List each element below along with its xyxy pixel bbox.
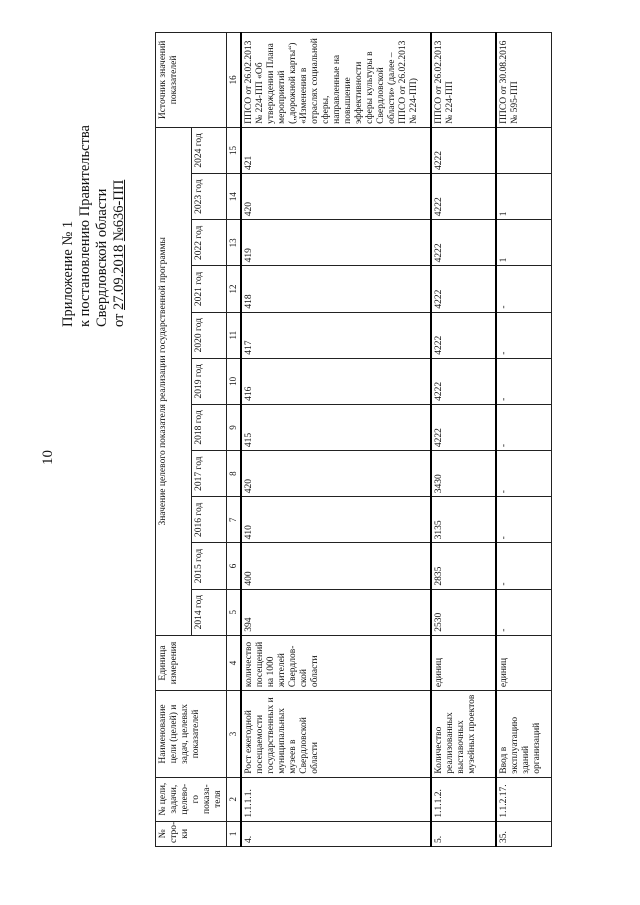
col-number: 2	[227, 777, 242, 821]
col-number: 7	[227, 497, 242, 543]
year-2014: 2014 год	[191, 589, 227, 635]
value-2016: 3135	[431, 497, 496, 543]
year-2023: 2023 год	[191, 174, 227, 220]
col-goal-no: № цели, задачи, целево-го показа-теля	[156, 777, 227, 821]
value-2024: 421	[241, 127, 431, 173]
header-row	[156, 33, 192, 847]
year-2017: 2017 год	[191, 451, 227, 497]
appendix-date-line	[111, 125, 128, 327]
col-number: 11	[227, 312, 242, 358]
appendix-line-2: к постановлению Правительства	[77, 125, 93, 327]
year-2020: 2020 год	[191, 312, 227, 358]
value-2014: 2530	[431, 589, 496, 635]
value-2023: 420	[241, 174, 431, 220]
col-number: 4	[227, 635, 242, 690]
value-2021: -	[496, 266, 551, 312]
year-2022: 2022 год	[191, 220, 227, 266]
value-2024: 4222	[431, 127, 496, 173]
value-2015: 400	[241, 543, 431, 589]
row-no: 35.	[496, 821, 551, 846]
source: ППСО от 26.02.2013 № 224-ПП	[431, 33, 496, 128]
unit: единиц	[496, 635, 551, 690]
value-2022: 419	[241, 220, 431, 266]
value-2014: 394	[241, 589, 431, 635]
decree-number: №636-ПП	[111, 179, 127, 242]
value-2017: 3430	[431, 451, 496, 497]
year-2015: 2015 год	[191, 543, 227, 589]
source: ППСО от 30.08.2016 № 595-ПП	[496, 33, 551, 128]
value-2021: 418	[241, 266, 431, 312]
value-2023: 4222	[431, 174, 496, 220]
indicators-table	[155, 32, 552, 847]
table-row	[241, 33, 431, 847]
col-number: 5	[227, 589, 242, 635]
col-row-no: № стро-ки	[156, 821, 227, 846]
value-2016: -	[496, 497, 551, 543]
value-2019: 416	[241, 358, 431, 404]
source: ППСО от 26.02.2013 № 224-ПП «Об утверждении Плана мероприятий („дорожной карты“) «Изменения в отраслях социальной сферы, направленные на повышение эффективности сферы культуры в Свердловской области» (далее – ППСО от 26.02.2013 № 224-ПП)	[241, 33, 431, 128]
year-2016: 2016 год	[191, 497, 227, 543]
col-number: 6	[227, 543, 242, 589]
col-number: 10	[227, 358, 242, 404]
value-2019: -	[496, 358, 551, 404]
value-2016: 410	[241, 497, 431, 543]
value-2018: 415	[241, 404, 431, 450]
value-2015: 2835	[431, 543, 496, 589]
col-number: 13	[227, 220, 242, 266]
value-2017: -	[496, 451, 551, 497]
col-source: Источник значений показателей	[156, 33, 227, 128]
value-2021: 4222	[431, 266, 496, 312]
year-2024: 2024 год	[191, 127, 227, 173]
value-2014: -	[496, 589, 551, 635]
value-2022: 4222	[431, 220, 496, 266]
year-2019: 2019 год	[191, 358, 227, 404]
col-number: 14	[227, 174, 242, 220]
row-no: 5.	[431, 821, 496, 846]
value-2015: -	[496, 543, 551, 589]
appendix-header	[60, 125, 128, 327]
unit: количество посещений на 1000 жителей Свердлов-ской области	[241, 635, 431, 690]
col-number: 9	[227, 404, 242, 450]
table-row	[431, 33, 496, 847]
year-2021: 2021 год	[191, 266, 227, 312]
year-2018: 2018 год	[191, 404, 227, 450]
indicator-name: Количество реализованных выставочных музейных проектов	[431, 691, 496, 778]
page-number: 10	[40, 450, 56, 465]
unit: единиц	[431, 635, 496, 690]
row-no: 4.	[241, 821, 431, 846]
value-2018: 4222	[431, 404, 496, 450]
appendix-title: Приложение № 1	[60, 220, 76, 327]
value-2022: 1	[496, 220, 551, 266]
col-number: 16	[227, 33, 242, 128]
table-row	[496, 33, 551, 847]
col-name: Наименование цели (целей) и задач, целевых показателей	[156, 691, 227, 778]
col-number: 12	[227, 266, 242, 312]
value-2020: 417	[241, 312, 431, 358]
goal-no: 1.1.2.17.	[496, 777, 551, 821]
value-2024	[496, 127, 551, 173]
value-2019: 4222	[431, 358, 496, 404]
goal-no: 1.1.1.2.	[431, 777, 496, 821]
value-2020: 4222	[431, 312, 496, 358]
decree-date: 27.09.2018	[111, 244, 127, 310]
value-2023: 1	[496, 174, 551, 220]
value-2018: -	[496, 404, 551, 450]
col-unit: Единица измерения	[156, 635, 227, 690]
appendix-line-3: Свердловской области	[94, 188, 110, 327]
col-number: 3	[227, 691, 242, 778]
date-prefix: от	[111, 313, 127, 327]
indicator-name: Рост ежегодной посещаемости государственных и муниципальных музеев в Свердловской области	[241, 691, 431, 778]
col-number: 1	[227, 821, 242, 846]
col-number: 8	[227, 451, 242, 497]
value-2017: 420	[241, 451, 431, 497]
value-2020: -	[496, 312, 551, 358]
column-numbers-row	[227, 33, 242, 847]
goal-no: 1.1.1.1.	[241, 777, 431, 821]
indicator-name: Ввод в эксплуатацию зданий организаций	[496, 691, 551, 778]
col-group-values: Значение целевого показателя реализации государственной программы	[156, 127, 192, 635]
col-number: 15	[227, 127, 242, 173]
